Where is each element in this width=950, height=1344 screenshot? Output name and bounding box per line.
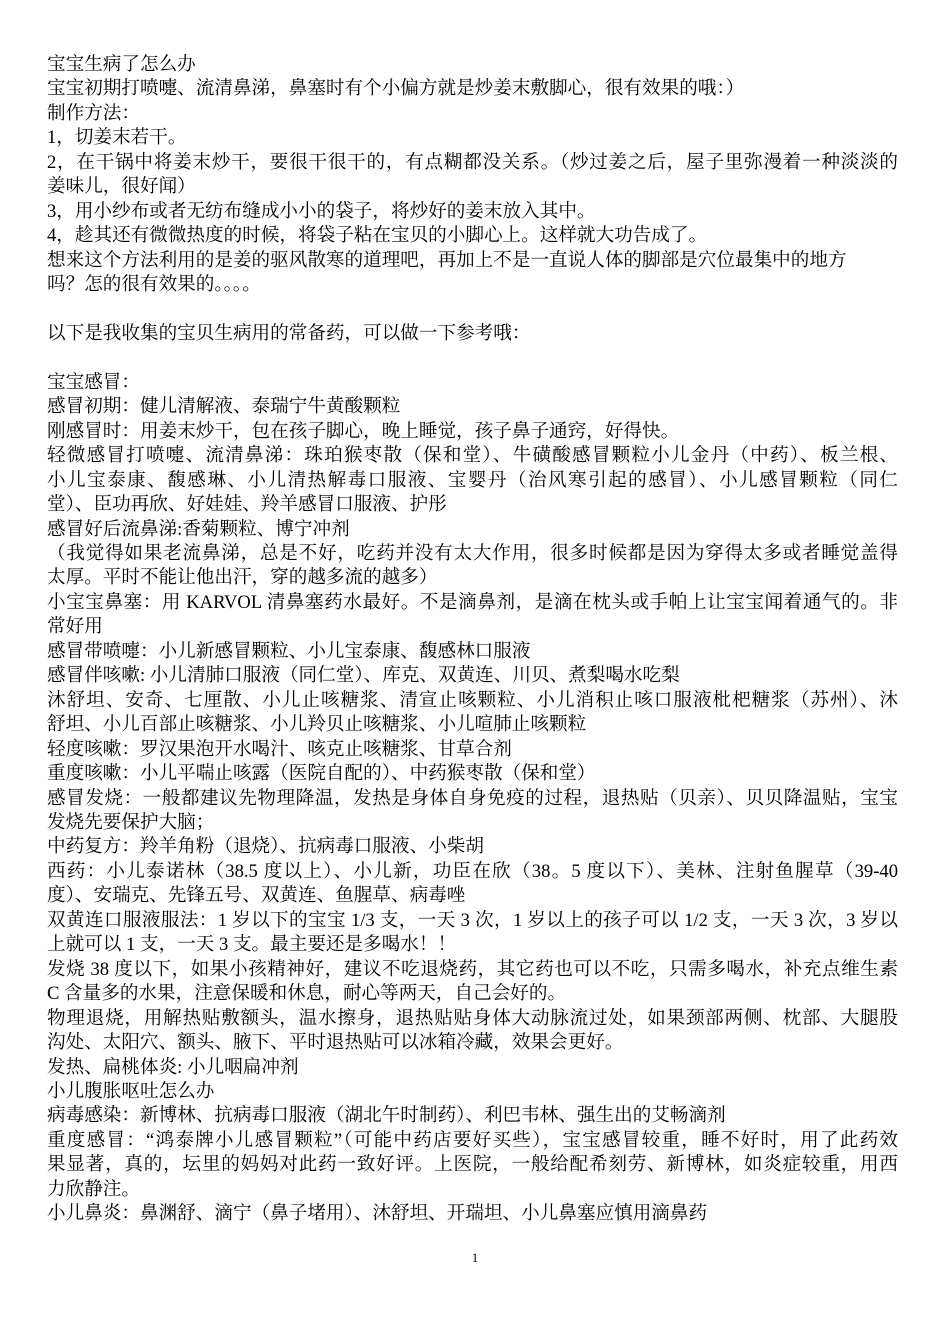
- text-line: 物理退烧，用解热贴敷额头，温水擦身，退热贴贴身体大动脉流过处，如果颈部两侧、枕部、大腿股: [47, 1007, 898, 1029]
- text-line: 小宝宝鼻塞：用 KARVOL 清鼻塞药水最好。不是滴鼻剂，是滴在枕头或手帕上让宝宝闻着通气的。非: [47, 591, 898, 613]
- baby-nasal-congestion: [47, 591, 898, 640]
- western-medicine: [47, 860, 898, 909]
- fever-tonsillitis: [47, 1056, 898, 1080]
- cough-medicines: [47, 689, 898, 738]
- early-cold: [47, 395, 898, 419]
- text-line: 沟处、太阳穴、额头、腋下、平时退热贴可以冰箱冷藏，效果会更好。: [47, 1032, 624, 1054]
- doc-title: [47, 53, 898, 77]
- runny-nose-note: [47, 542, 898, 591]
- text-line: 刚感冒时：用姜末炒干，包在孩子脚心，晚上睡觉，孩子鼻子通窍，好得快。: [47, 420, 680, 442]
- text-line: 力欣静注。: [47, 1178, 140, 1200]
- text-line: 感冒带喷嚏：小儿新感冒颗粒、小儿宝泰康、馥感林口服液: [47, 640, 531, 662]
- text-line: 发烧先要保护大脑；: [47, 812, 215, 834]
- text-line: 宝宝生病了怎么办: [47, 54, 196, 75]
- text-line: 1，切姜末若干。: [47, 127, 187, 149]
- method-heading: [47, 102, 898, 126]
- method-step-1: [47, 126, 898, 150]
- method-explanation: [47, 249, 898, 298]
- method-step-3: [47, 200, 898, 224]
- severe-cough: [47, 762, 898, 786]
- text-line: C 含量多的水果，注意保暖和休息，耐心等两天，自己会好的。: [47, 983, 567, 1005]
- shuanghuanglian-dosage: [47, 909, 898, 958]
- text-line: 沐舒坦、安奇、七厘散、小儿止咳糖浆、清宣止咳颗粒、小儿消积止咳口服液枇杷糖浆（苏州）、沐: [47, 689, 898, 711]
- text-line: 想来这个方法利用的是姜的驱风散寒的道理吧，再加上不是一直说人体的脚部是穴位最集中的地方: [47, 249, 847, 271]
- text-line: 小儿腹胀呕吐怎么办: [47, 1081, 215, 1102]
- method-step-2: [47, 151, 898, 200]
- method-step-4: [47, 224, 898, 248]
- text-line: 轻微感冒打喷嚏、流清鼻涕：珠珀猴枣散（保和堂）、牛磺酸感冒颗粒小儿金丹（中药）、板兰根、: [47, 445, 898, 467]
- mild-cough: [47, 738, 898, 762]
- text-line: 姜味儿，很好闻）: [47, 176, 196, 198]
- viral-infection: [47, 1104, 898, 1128]
- text-line: 果显著，真的，坛里的妈妈对此药一致好评。上医院，一般给配希刻劳、新博林，如炎症较重，用西: [47, 1154, 898, 1176]
- text-line: 中药复方：羚羊角粉（退烧）、抗病毒口服液、小柴胡: [47, 836, 484, 858]
- chinese-compound-medicine: [47, 835, 898, 859]
- physical-cooling: [47, 1007, 898, 1056]
- abdominal-distension-heading: [47, 1080, 898, 1104]
- text-line: 太厚。平时不能让他出汗，穿的越多流的越多）: [47, 567, 438, 589]
- text-line: 感冒伴咳嗽: 小儿清肺口服液（同仁堂）、库克、双黄连、川贝、煮梨喝水吃梨: [47, 665, 680, 687]
- medicine-list-intro: [47, 322, 898, 346]
- text-line: 轻度咳嗽：罗汉果泡开水喝汁、咳克止咳糖浆、甘草合剂: [47, 738, 512, 760]
- text-line: 病毒感染：新博林、抗病毒口服液（湖北午时制药）、利巴韦林、强生出的艾畅滴剂: [47, 1105, 726, 1127]
- text-line: 双黄连口服液服法：1 岁以下的宝宝 1/3 支，一天 3 次，1 岁以上的孩子可以 1/2 支，一天 3 次，3 岁以: [47, 909, 898, 931]
- text-line: 发烧 38 度以下，如果小孩精神好，建议不吃退烧药，其它药也可以不吃，只需多喝水，补充点维生素: [47, 958, 898, 980]
- fever-below-38: [47, 958, 898, 1007]
- text-line: 感冒好后流鼻涕:香菊颗粒、博宁冲剂: [47, 518, 350, 540]
- text-line: 西药：小儿泰诺林（38.5 度以上）、小儿新，功臣在欣（38。5 度以下）、美林、注射鱼腥草（39-40: [47, 860, 898, 882]
- text-line: 宝宝初期打喷嚏、流清鼻涕，鼻塞时有个小偏方就是炒姜末敷脚心，很有效果的哦：）: [47, 78, 745, 100]
- page-number: 1: [471, 1250, 479, 1265]
- text-line: 以下是我收集的宝贝生病用的常备药，可以做一下参考哦：: [47, 322, 531, 344]
- intro-paragraph: [47, 77, 898, 101]
- text-line: 宝宝感冒：: [47, 371, 140, 393]
- blank-line: [47, 346, 898, 370]
- text-line: 小儿鼻炎：鼻渊舒、滴宁（鼻子堵用）、沐舒坦、开瑞坦、小儿鼻塞应慎用滴鼻药: [47, 1203, 708, 1225]
- text-line: 4，趁其还有微微热度的时候，将袋子粘在宝贝的小脚心上。这样就大功告成了。: [47, 225, 708, 247]
- text-line: 感冒初期：健儿清解液、泰瑞宁牛黄酸颗粒: [47, 396, 401, 418]
- just-caught-cold: [47, 420, 898, 444]
- text-line: 发热、扁桃体炎: 小儿咽扁冲剂: [47, 1056, 299, 1078]
- pediatric-rhinitis: [47, 1202, 898, 1226]
- text-line: 2，在干锅中将姜末炒干，要很干很干的，有点糊都没关系。（炒过姜之后，屋子里弥漫着一种淡淡的: [47, 151, 898, 173]
- cold-with-cough: [47, 664, 898, 688]
- text-line: 度）、安瑞克、先锋五号、双黄连、鱼腥草、病毒唑: [47, 885, 466, 907]
- text-line: 上就可以 1 支，一天 3 支。最主要还是多喝水！！: [47, 934, 457, 956]
- text-line: （我觉得如果老流鼻涕，总是不好，吃药并没有太大作用，很多时候都是因为穿得太多或者睡觉盖得: [47, 543, 898, 565]
- blank-line: [47, 298, 898, 322]
- mild-cold: [47, 444, 898, 517]
- section-heading-baby-cold: [47, 371, 898, 395]
- text-line: 小儿宝泰康、馥感琳、小儿清热解毒口服液、宝婴丹（治风寒引起的感冒）、小儿感冒颗粒（同仁: [47, 469, 898, 491]
- text-line: 常好用: [47, 616, 103, 638]
- text-line: 舒坦、小儿百部止咳糖浆、小儿羚贝止咳糖浆、小儿喧肺止咳颗粒: [47, 714, 587, 736]
- text-line: 堂）、臣功再欣、好娃娃、羚羊感冒口服液、护彤: [47, 494, 447, 516]
- document-body: [47, 53, 898, 1227]
- cold-with-fever: [47, 787, 898, 836]
- severe-cold: [47, 1129, 898, 1202]
- text-line: 感冒发烧：一般都建议先物理降温，发热是身体自身免疫的过程，退热贴（贝亲）、贝贝降温贴，宝宝: [47, 787, 898, 809]
- text-line: 重度咳嗽：小儿平喘止咳露（医院自配的）、中药猴枣散（保和堂）: [47, 763, 596, 785]
- text-line: 制作方法：: [47, 102, 140, 124]
- cold-with-sneezing: [47, 640, 898, 664]
- text-line: 重度感冒：“鸿泰牌小儿感冒颗粒”（可能中药店要好买些），宝宝感冒较重，睡不好时，用了此药效: [47, 1129, 898, 1151]
- runny-nose-after-cold: [47, 518, 898, 542]
- text-line: 吗？怎的很有效果的。。。。: [47, 274, 261, 296]
- text-line: 3，用小纱布或者无纺布缝成小小的袋子，将炒好的姜末放入其中。: [47, 200, 596, 222]
